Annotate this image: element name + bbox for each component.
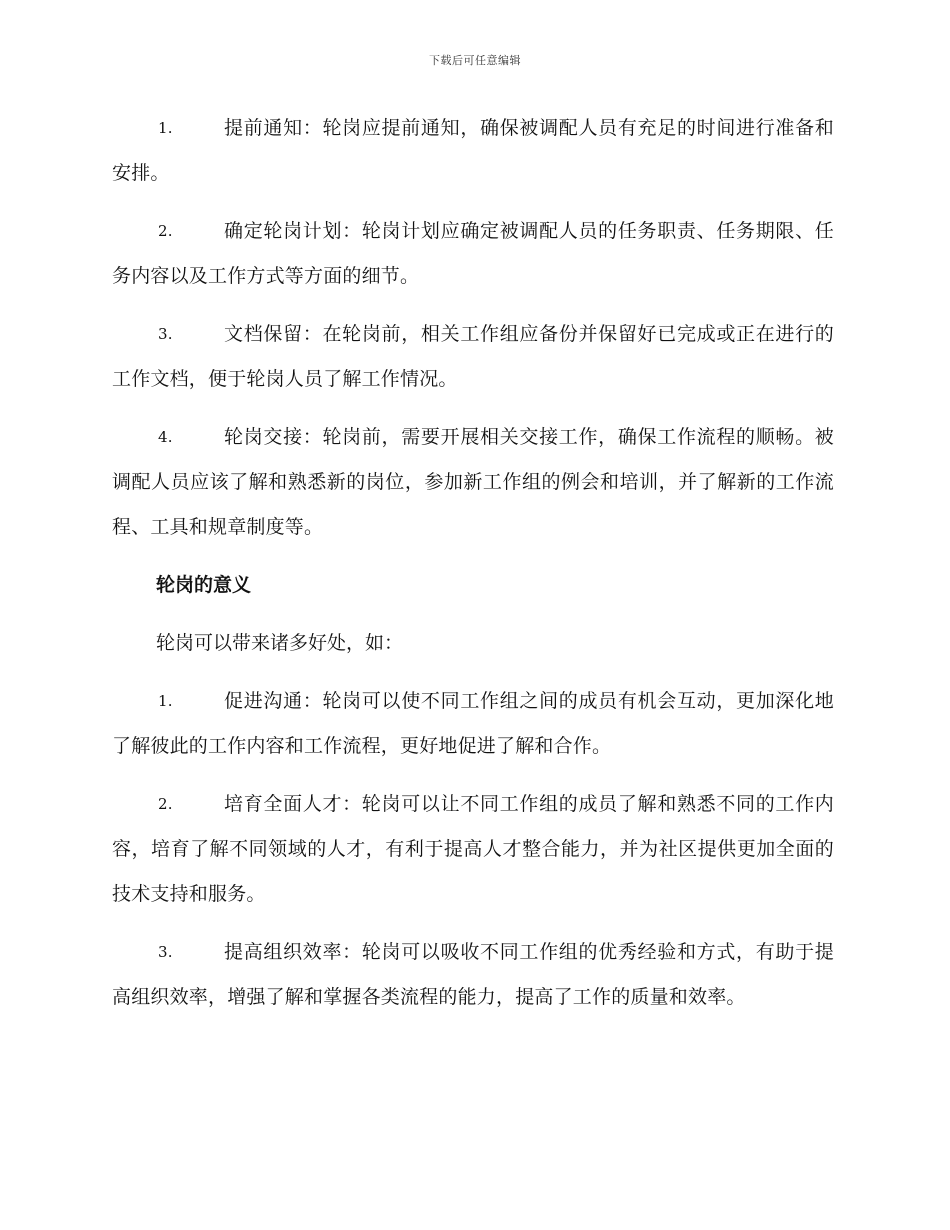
list-item: [112, 930, 834, 1020]
list-item: [112, 106, 834, 196]
list-item-text: 确定轮岗计划：轮岗计划应确定被调配人员的任务职责、任务期限、任务内容以及工作方式等方面的细节。: [112, 220, 834, 287]
list-item-number: 2.: [158, 795, 173, 813]
list-item: [112, 782, 834, 917]
list-item-number: 2.: [158, 222, 173, 240]
list-item: [112, 415, 834, 550]
list-item-number: 4.: [158, 428, 173, 446]
page-header: 下载后可任意编辑: [429, 54, 521, 67]
section-heading: 轮岗的意义: [156, 574, 252, 596]
list-item: [112, 209, 834, 299]
list-item-text: 培育全面人才：轮岗可以让不同工作组的成员了解和熟悉不同的工作内容，培育了解不同领域的人才，有利于提高人才整合能力，并为社区提供更加全面的技术支持和服务。: [112, 793, 834, 905]
list-item-number: 3.: [158, 943, 173, 961]
list-item-text: 提前通知：轮岗应提前通知，确保被调配人员有充足的时间进行准备和安排。: [112, 117, 834, 184]
list-item-text: 轮岗交接：轮岗前，需要开展相关交接工作，确保工作流程的顺畅。被调配人员应该了解和熟悉新的岗位，参加新工作组的例会和培训，并了解新的工作流程、工具和规章制度等。: [112, 426, 834, 538]
list-item-number: 1.: [158, 692, 173, 710]
list-item-text: 促进沟通：轮岗可以使不同工作组之间的成员有机会互动，更加深化地了解彼此的工作内容和工作流程，更好地促进了解和合作。: [112, 690, 834, 757]
list-item: [112, 312, 834, 402]
list-item: [112, 679, 834, 769]
list-item-text: 文档保留：在轮岗前，相关工作组应备份并保留好已完成或正在进行的工作文档，便于轮岗人员了解工作情况。: [112, 323, 834, 390]
list-item-text: 提高组织效率：轮岗可以吸收不同工作组的优秀经验和方式，有助于提高组织效率，增强了解和掌握各类流程的能力，提高了工作的质量和效率。: [112, 941, 834, 1008]
intro-paragraph: 轮岗可以带来诸多好处，如：: [156, 632, 404, 654]
document-body: [112, 106, 834, 1033]
list-item-number: 3.: [158, 325, 173, 343]
list-item-number: 1.: [158, 119, 173, 137]
